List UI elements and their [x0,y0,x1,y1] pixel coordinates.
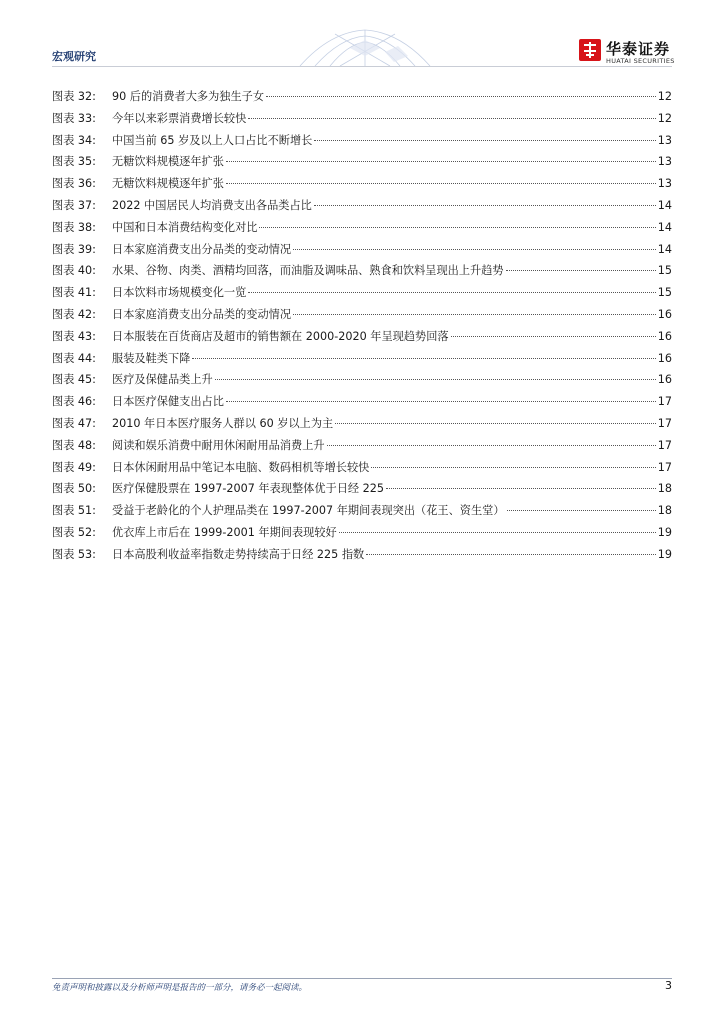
toc-figure-label: 图表 33: [52,111,96,125]
toc-dot-leader [226,183,656,184]
toc-page-number[interactable]: 15 [657,264,672,278]
toc-row[interactable] [52,544,672,566]
toc-row[interactable] [52,500,672,522]
header-divider [52,66,672,67]
toc-figure-label: 图表 42: [52,307,96,321]
footer-disclaimer: 免责声明和披露以及分析师声明是报告的一部分，请务必一起阅读。 [52,983,308,993]
toc-entry[interactable] [112,391,672,413]
toc-figure-label: 图表 40: [52,264,96,278]
toc-figure-label: 图表 44: [52,351,96,365]
toc-figure-title[interactable]: 无糖饮料规模逐年扩张 [112,155,224,169]
toc-page-number[interactable]: 15 [657,286,672,300]
toc-dot-leader [226,161,656,162]
toc-entry[interactable] [112,457,672,479]
toc-figure-title[interactable]: 日本饮料市场规模变化一览 [112,286,247,300]
toc-page-number[interactable]: 18 [657,482,672,496]
toc-dot-leader [293,249,656,250]
toc-figure-label: 图表 49: [52,460,96,474]
toc-figure-title[interactable]: 水果、谷物、肉类、酒精均回落，而油脂及调味品、熟食和饮料呈现出上升趋势 [112,264,504,278]
toc-figure-title[interactable]: 今年以来彩票消费增长较快 [112,111,247,125]
toc-page-number[interactable]: 16 [657,351,672,365]
toc-page-number[interactable]: 19 [657,525,672,539]
toc-figure-label: 图表 48: [52,438,96,452]
toc-page-number[interactable]: 18 [657,504,672,518]
brand-name: 华泰证券 [606,40,671,58]
toc-row[interactable] [52,304,672,326]
toc-figure-title[interactable]: 90 后的消费者大多为独生子女 [112,90,265,103]
toc-figure-label: 图表 46: [52,395,96,409]
toc-dot-leader [507,510,656,511]
toc-dot-leader [327,445,656,446]
toc-dot-leader [266,96,656,97]
toc-page-number[interactable]: 19 [657,547,672,561]
toc-entry[interactable] [112,326,672,348]
toc-row[interactable] [52,413,672,435]
toc-page-number[interactable]: 13 [657,133,672,147]
toc-dot-leader [366,554,656,555]
toc-row[interactable] [52,108,672,130]
toc-entry[interactable] [112,239,672,261]
toc-figure-title[interactable]: 2022 中国居民人均消费支出各品类占比 [112,198,312,212]
toc-row[interactable] [52,522,672,544]
section-label: 宏观研究 [52,50,96,63]
toc-row[interactable] [52,348,672,370]
toc-figure-title[interactable]: 医疗保健股票在 1997-2007 年表现整体优于日经 225 [112,482,385,496]
toc-row[interactable] [52,457,672,479]
toc-entry[interactable] [112,282,672,304]
toc-entry[interactable] [112,413,672,435]
toc-dot-leader [248,292,655,293]
toc-dot-leader [215,379,656,380]
toc-entry[interactable] [112,522,672,544]
toc-page-number[interactable]: 17 [657,460,672,474]
toc-figure-title[interactable]: 日本服装在百货商店及超市的销售额在 2000-2020 年呈现趋势回落 [112,329,449,343]
toc-entry[interactable] [112,217,672,239]
toc-figure-label: 图表 37: [52,198,96,212]
toc-entry[interactable] [112,348,672,370]
toc-row[interactable] [52,130,672,152]
toc-figure-title[interactable]: 日本家庭消费支出分品类的变动情况 [112,242,292,256]
toc-page-number[interactable]: 14 [657,198,672,212]
toc-page-number[interactable]: 13 [657,177,672,191]
toc-figure-title[interactable]: 优衣库上市后在 1999-2001 年期间表现较好 [112,525,337,539]
toc-dot-leader [248,118,655,119]
toc-figure-title[interactable]: 服装及鞋类下降 [112,351,191,365]
toc-figure-title[interactable]: 受益于老龄化的个人护理品类在 1997-2007 年期间表现突出（花王、资生堂） [112,504,505,518]
toc-page-number[interactable]: 14 [657,242,672,256]
toc-entry[interactable] [112,108,672,130]
toc-figure-label: 图表 43: [52,329,96,343]
toc-figure-title[interactable]: 日本医疗保健支出占比 [112,395,224,409]
page-header [0,0,724,72]
toc-row[interactable] [52,151,672,173]
toc-entry[interactable] [112,130,672,152]
toc-page-number[interactable]: 13 [657,155,672,169]
toc-dot-leader [192,358,655,359]
toc-figure-title[interactable]: 日本高股利收益率指数走势持续高于日经 225 指数 [112,547,365,561]
toc-row[interactable] [52,260,672,282]
toc-entry[interactable] [112,304,672,326]
toc-figure-label: 图表 45: [52,373,96,387]
page-number: 3 [665,979,672,992]
toc-figure-title[interactable]: 阅读和娱乐消费中耐用休闲耐用品消费上升 [112,438,325,452]
toc-dot-leader [339,532,656,533]
header-decoration-graphic [290,22,440,68]
toc-figure-label: 图表 51: [52,504,96,518]
toc-figure-title[interactable]: 无糖饮料规模逐年扩张 [112,177,224,191]
toc-figure-label: 图表 41: [52,286,96,300]
toc-page-number[interactable]: 16 [657,307,672,321]
toc-page-number[interactable]: 17 [657,416,672,430]
toc-entry[interactable] [112,86,672,108]
toc-dot-leader [386,488,656,489]
toc-dot-leader [314,140,655,141]
toc-dot-leader [451,336,656,337]
toc-figure-title[interactable]: 日本休闲耐用品中笔记本电脑、数码相机等增长较快 [112,460,370,474]
toc-page-number[interactable]: 12 [657,90,672,103]
toc-row[interactable] [52,369,672,391]
toc-entry[interactable] [112,544,672,566]
toc-row[interactable] [52,435,672,457]
toc-figure-label: 图表 35: [52,155,96,169]
toc-figure-label: 图表 50: [52,482,96,496]
toc-figure-label: 图表 47: [52,416,96,430]
toc-page-number[interactable]: 16 [657,373,672,387]
toc-entry[interactable] [112,260,672,282]
toc-row[interactable] [52,239,672,261]
toc-entry[interactable] [112,435,672,457]
toc-row[interactable] [52,391,672,413]
toc-entry[interactable] [112,195,672,217]
toc-row[interactable] [52,173,672,195]
toc-page-number[interactable]: 16 [657,329,672,343]
toc-figure-label: 图表 39: [52,242,96,256]
toc-figure-label: 图表 53: [52,547,96,561]
toc-dot-leader [259,227,655,228]
toc-figure-title[interactable]: 2010 年日本医疗服务人群以 60 岁以上为主 [112,416,334,430]
toc-figure-title[interactable]: 中国和日本消费结构变化对比 [112,220,258,234]
toc-dot-leader [371,467,655,468]
toc-row[interactable] [52,326,672,348]
toc-figure-title[interactable]: 中国当前 65 岁及以上人口占比不断增长 [112,133,313,147]
footer-divider [52,978,672,979]
toc-figure-label: 图表 32: [52,90,96,103]
toc-figure-title[interactable]: 日本家庭消费支出分品类的变动情况 [112,307,292,321]
toc-figure-label: 图表 52: [52,525,96,539]
toc-page-number[interactable]: 17 [657,438,672,452]
toc-figure-label: 图表 34: [52,133,96,147]
toc-dot-leader [335,423,656,424]
toc-dot-leader [506,270,656,271]
toc-row[interactable] [52,217,672,239]
toc-dot-leader [314,205,656,206]
toc-figure-label: 图表 38: [52,220,96,234]
toc-entry[interactable] [112,478,672,500]
toc-figure-title[interactable]: 医疗及保健品类上升 [112,373,213,387]
toc-row[interactable] [52,195,672,217]
toc-dot-leader [293,314,656,315]
toc-entry[interactable] [112,151,672,173]
toc-figure-label: 图表 36: [52,177,96,191]
toc-page-number[interactable]: 17 [657,395,672,409]
toc-entry[interactable] [112,369,672,391]
toc-row[interactable] [52,86,672,108]
toc-row[interactable] [52,282,672,304]
toc-entry[interactable] [112,173,672,195]
toc-row[interactable] [52,478,672,500]
brand-english-name: HUATAI SECURITIES [606,57,675,65]
toc-page-number[interactable]: 12 [657,111,672,125]
toc-entry[interactable] [112,500,672,522]
toc-page-number[interactable]: 14 [657,220,672,234]
toc-dot-leader [226,401,656,402]
figure-index-list [52,86,672,566]
brand-logo [578,40,678,66]
huatai-logo-icon [578,38,602,62]
